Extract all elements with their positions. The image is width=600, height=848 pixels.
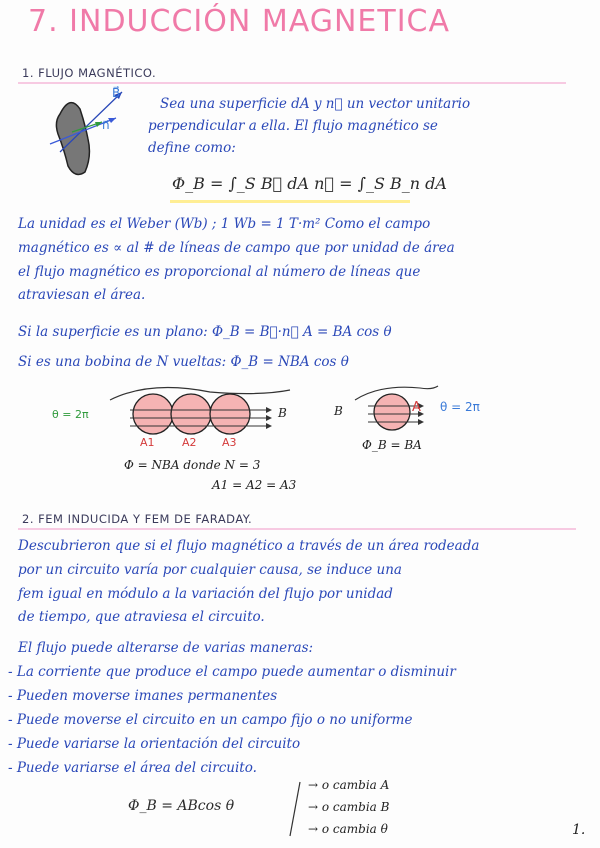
list-item: - Puede variarse el área del circuito.: [8, 760, 257, 776]
section1-heading: 1. FLUJO MAGNÉTICO.: [22, 66, 157, 80]
s2-para-line-4: de tiempo, que atraviesa el circuito.: [18, 609, 265, 625]
A3-label: A3: [222, 436, 237, 449]
B-right-label: B: [278, 406, 287, 420]
A-red-label: A: [412, 400, 421, 415]
loop-formula: Φ_B = BA: [362, 438, 422, 452]
arrow-item-B: → o cambia B: [308, 800, 390, 814]
page-number: 1.: [572, 822, 586, 838]
list-item: - Puede moverse el circuito en un campo fijo o no uniforme: [8, 712, 413, 728]
coil-formula-1: Φ = NBA donde N = 3: [124, 458, 261, 472]
formula-highlight: [170, 200, 410, 203]
para-line-3: el flujo magnético es proporcional al número de líneas que: [18, 264, 421, 280]
A1-label: A1: [140, 436, 155, 449]
arrow-item-theta: → o cambia θ: [308, 822, 388, 836]
section2-underline: [18, 528, 576, 530]
flux-formula: Φ_B = ∫_S B⃗ dA n⃗ = ∫_S B_n dA: [172, 174, 447, 193]
section2-heading: 2. FEM INDUCIDA Y FEM DE FARADAY.: [22, 512, 253, 526]
para-line-4: atraviesan el área.: [18, 287, 146, 303]
para-line-1: La unidad es el Weber (Wb) ; 1 Wb = 1 T·m² Como el campo: [18, 216, 431, 232]
arrow-item-A: → o cambia A: [308, 778, 390, 792]
loop-figure: [350, 382, 440, 442]
intro-line-3: define como:: [148, 140, 236, 156]
intro-line-2: perpendicular a ella. El flujo magnético se: [148, 118, 438, 134]
para-line-2: magnético es ∝ al # de líneas de campo que por unidad de área: [18, 240, 455, 256]
label-B: B⃗: [112, 86, 121, 100]
label-n: n⃗: [102, 118, 110, 132]
surface-figure: [30, 84, 140, 184]
coil-line: Si es una bobina de N vueltas: Φ_B = NBA cos θ: [18, 354, 349, 370]
plane-line: Si la superficie es un plano: Φ_B = B⃗·n⃗ A = BA cos θ: [18, 324, 392, 340]
list-item: - Puede variarse la orientación del circuito: [8, 736, 301, 752]
theta-right: θ = 2π: [440, 400, 480, 414]
bracket: [288, 780, 302, 840]
s2-para-line-2: por un circuito varía por cualquier causa, se induce una: [18, 562, 402, 578]
theta-left: θ = 2π: [52, 408, 89, 421]
coil-formula-2: A1 = A2 = A3: [212, 478, 297, 492]
final-formula: Φ_B = ABcos θ: [128, 798, 235, 814]
A2-label: A2: [182, 436, 197, 449]
list-intro: El flujo puede alterarse de varias maneras:: [18, 640, 314, 656]
intro-line-1: Sea una superficie dA y n⃗ un vector unitario: [160, 96, 471, 112]
s2-para-line-3: fem igual en módulo a la variación del flujo por unidad: [18, 586, 393, 602]
page-title: 7. INDUCCIÓN MAGNETICA: [28, 4, 451, 39]
list-item: - La corriente que produce el campo puede aumentar o disminuir: [8, 664, 456, 680]
list-item: - Pueden moverse imanes permanentes: [8, 688, 278, 704]
B-left-label: B: [334, 404, 343, 418]
s2-para-line-1: Descubrieron que si el flujo magnético a través de un área rodeada: [18, 538, 480, 554]
